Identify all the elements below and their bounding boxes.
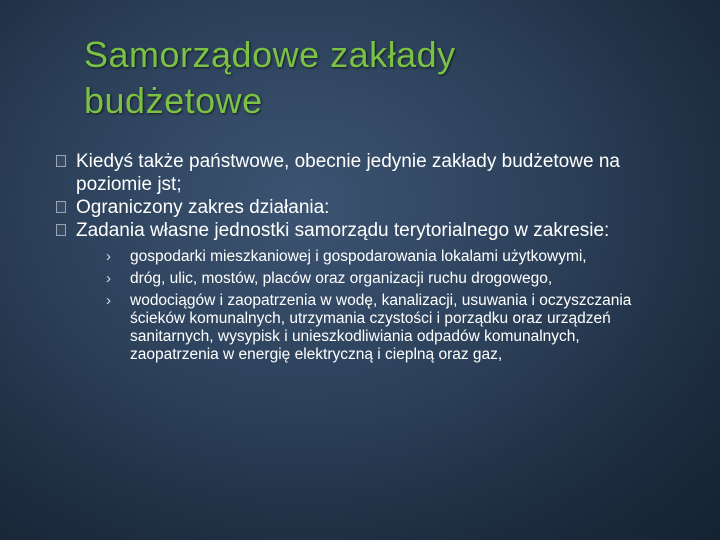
sub-bullet-text: gospodarki mieszkaniowej i gospodarowania lokalami użytkowymi, — [130, 248, 587, 265]
chevron-right-icon: › — [106, 248, 111, 265]
sub-bullet-item-1 — [106, 248, 666, 266]
sub-bullet-text: wodociągów i zaopatrzenia w wodę, kanalizacji, usuwania i oczyszczania ścieków komunalnych, utrzymania czystości i porządku oraz urządzeń sanitarnych, wysypisk i unieszkodliwiania odpadów komunalnych, zaopatrzenia w energię elektryczną i cieplną oraz gaz, — [130, 292, 632, 363]
slide-title — [84, 32, 644, 124]
sub-bullet-list — [106, 248, 666, 364]
chevron-right-icon: › — [106, 292, 111, 309]
slide-title-line-2: budżetowe — [84, 80, 263, 121]
slide-title-line-1: Samorządowe zakłady — [84, 34, 456, 75]
bullet-item-2 — [56, 196, 666, 219]
bullet-item-1 — [56, 150, 666, 196]
square-bullet-icon — [56, 224, 66, 236]
bullet-text: Kiedyś także państwowe, obecnie jedynie zakłady budżetowe na poziomie jst; — [76, 151, 620, 195]
sub-bullet-item-3 — [106, 292, 666, 364]
bullet-list — [56, 150, 666, 364]
bullet-text: Zadania własne jednostki samorządu terytorialnego w zakresie: — [76, 220, 610, 241]
square-bullet-icon — [56, 201, 66, 213]
chevron-right-icon: › — [106, 270, 111, 287]
sub-bullet-item-2 — [106, 270, 666, 288]
slide-content — [56, 150, 666, 368]
bullet-text: Ograniczony zakres działania: — [76, 197, 330, 218]
bullet-item-3 — [56, 219, 666, 364]
sub-bullet-text: dróg, ulic, mostów, placów oraz organizacji ruchu drogowego, — [130, 270, 553, 287]
square-bullet-icon — [56, 155, 66, 167]
